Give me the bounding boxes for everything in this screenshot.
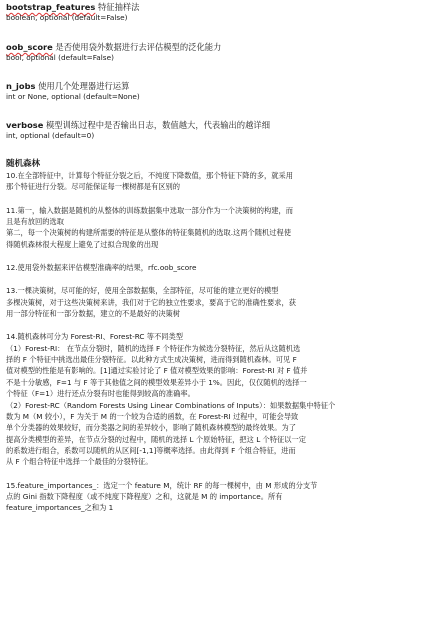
param-name: verbose	[6, 120, 44, 130]
param-oob-score	[6, 42, 420, 63]
paragraph-13: 13.一棵决策树，尽可能的好，使用全部数据集，全部特征，尽可能的建立更好的模型 多棵决策树，对于这些决策树来讲，我们对于它的独立性要求，要高于它的准确性要求，获 用一部分特征和一部分数据，建立的不是最好的决策树	[6, 286, 297, 319]
paragraph-15: 15.feature_importances_：选定一个 feature M，统计 RF 的每一棵树中，由 M 形成的分支节 点的 Gini 指数下降程度（或不纯度下降程度）之和，这就是 M 的 importance。所有 feature_importances_之和为 1	[6, 480, 318, 513]
param-n-jobs	[6, 81, 420, 102]
param-description: 特征抽样法	[95, 2, 140, 12]
param-name: n_jobs	[6, 81, 36, 91]
paragraph-11: 11.第一，输入数据是随机的从整体的训练数据集中选取一部分作为一个决策树的构建，而 且是有放回的选取 第二，每一个决策树的构建所需要的特征是从整体的特征集随机的选取.这两个随机过程使 得随机森林很大程度上避免了过拟合现象的出现	[6, 205, 294, 249]
param-type: int, optional (default=0)	[6, 131, 95, 140]
param-verbose	[6, 120, 420, 141]
section-heading: 随机森林	[6, 159, 41, 169]
param-bootstrap-features	[6, 2, 420, 23]
param-name: bootstrap_features	[6, 2, 96, 12]
param-description: 是否使用袋外数据进行去评估模型的泛化能力	[52, 42, 222, 52]
paragraph-12: 12.使用袋外数据来评估模型准确率的结果，rfc.oob_score	[6, 263, 197, 273]
paragraph-14: 14.随机森林可分为 Forest-RI、Forest-RC 等不同类型 （1）Forest-RI： 在节点分裂时，随机的选择 F 个特征作为候选分裂特征，然后从这随机选 择的 F 个特征中挑选出最佳分裂特征。以此种方式生成决策树，进而得到随机森林。可见 F 值对模型的性能是有影响的。[1]通过实验讨论了 F 值对模型效果的影响：Forest-RI 对 F 值并 不是十分敏感，F=1 与 F 等于其他值之间的模型效果差异小于 1%。因此，仅仅随机的选择一 个特征（F=1）进行还点分裂有时也能得到较高的准确率。 （2）Forest-RC（Random Forests Using Linear Combinations of Inputs）：如果数据集中特征个 数为 M（M 较小），F 为关于 M 的一个较为合适的函数，在 Forest-RI 过程中，可能会导致 单个分类器的效果较好，而分类器之间的差异较小，影响了随机森林模型的最终效果。为了 提高分类模型的差异，在节点分裂的过程中，随机的选择 L 个原始特征，把这 L 个特征以一定 的系数进行组合，系数可以随机的从区间[-1,1]等概率选择。由此得到 F 个组合特征，进而 从 F 个组合特征中选择一个最佳的分裂特征。	[6, 332, 336, 467]
paragraph-10: 10.在全部特征中，计算每个特征分裂之后，不纯度下降数值，那个特征下降的多，就采用 那个特征进行分裂。尽可能保证每一棵树都是有区别的	[6, 171, 294, 192]
param-name: oob_score	[6, 42, 53, 52]
param-description: 模型训练过程中是否输出日志，数值越大，代表输出的越详细	[43, 120, 270, 130]
param-type: int or None, optional (default=None)	[6, 92, 140, 101]
param-type: boolean, optional (default=False)	[6, 13, 128, 22]
param-type: bool, optional (default=False)	[6, 53, 114, 62]
param-description: 使用几个处理器进行运算	[35, 81, 130, 91]
